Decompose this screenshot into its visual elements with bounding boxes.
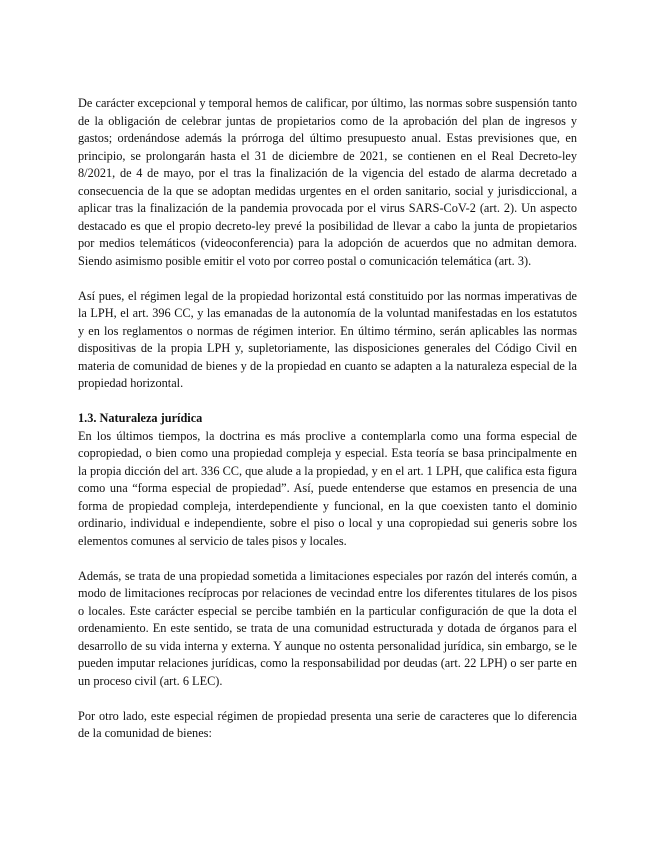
- document-page: [78, 95, 577, 743]
- paragraph-gap: [78, 550, 577, 568]
- paragraph-legal-regime: Así pues, el régimen legal de la propiedad horizontal está constituido por las normas imperativas de la LPH, el art. 396 CC, y las emanadas de la autonomía de la voluntad manifestadas en los estatutos y en los reglamentos o normas de régimen interior. En último término, serán aplicables las normas dispositivas de la propia LPH y, supletoriamente, las disposiciones generales del Código Civil en materia de comunidad de bienes y de la propiedad en cuanto se adapten a la naturaleza especial de la propiedad horizontal.: [78, 288, 577, 390]
- paragraph-gap: [78, 690, 577, 708]
- paragraph-special-limitations: Además, se trata de una propiedad sometida a limitaciones especiales por razón del interés común, a modo de limitaciones recíprocas por relaciones de vecindad entre los diferentes titulares de los pisos o locales. Este carácter especial se percibe también en la particular configuración de que la dota el ordenamiento. En este sentido, se trata de una comunidad estructurada y dotada de órganos para el desarrollo de su vida interna y externa. Y aunque no ostenta personalidad jurídica, sin embargo, se le pueden imputar relaciones jurídicas, como la responsabilidad por deudas (art. 22 LPH) o ser parte en un proceso civil (art. 6 LEC).: [78, 568, 577, 688]
- paragraph-characteristics-intro: Por otro lado, este especial régimen de propiedad presenta una serie de caracteres que lo diferencia de la comunidad de bienes:: [78, 708, 577, 740]
- paragraph-gap: [78, 393, 577, 411]
- paragraph-legal-nature: En los últimos tiempos, la doctrina es más proclive a contemplarla como una forma especial de copropiedad, o bien como una propiedad compleja y especial. Esta teoría se basa principalmente en la propia dicción del art. 336 CC, que alude a la propiedad, y en el art. 1 LPH, que califica esta figura como una “forma especial de propiedad”. Así, puede entenderse que estamos en presencia de una forma de propiedad compleja, interdependiente y funcional, en la que coexisten tanto el dominio ordinario, individual e independiente, sobre el piso o local y una copropiedad sui generis sobre los elementos comunes al servicio de tales pisos y locales.: [78, 428, 577, 548]
- paragraph-emergency-measures: De carácter excepcional y temporal hemos de calificar, por último, las normas sobre suspensión tanto de la obligación de celebrar juntas de propietarios como de la aprobación del plan de ingresos y gastos; ordenándose además la prórroga del último presupuesto anual. Estas previsiones que, en principio, se prolongarán hasta el 31 de diciembre de 2021, se contienen en el Real Decreto-ley 8/2021, de 4 de mayo, por el tras la finalización de la vigencia del estado de alarma decretado a consecuencia de la que se adoptan medidas urgentes en el orden sanitario, social y jurisdiccional, a aplicar tras la finalización de la pandemia provocada por el virus SARS-CoV-2 (art. 2). Un aspecto destacado es que el propio decreto-ley prevé la posibilidad de llevar a cabo la junta de propietarios por medios telemáticos (videoconferencia) para la adopción de acuerdos que no admitan demora. Siendo asimismo posible emitir el voto por correo postal o comunicación telemática (art. 3).: [78, 96, 577, 268]
- paragraph-gap: [78, 270, 577, 288]
- section-heading: 1.3. Naturaleza jurídica: [78, 411, 203, 425]
